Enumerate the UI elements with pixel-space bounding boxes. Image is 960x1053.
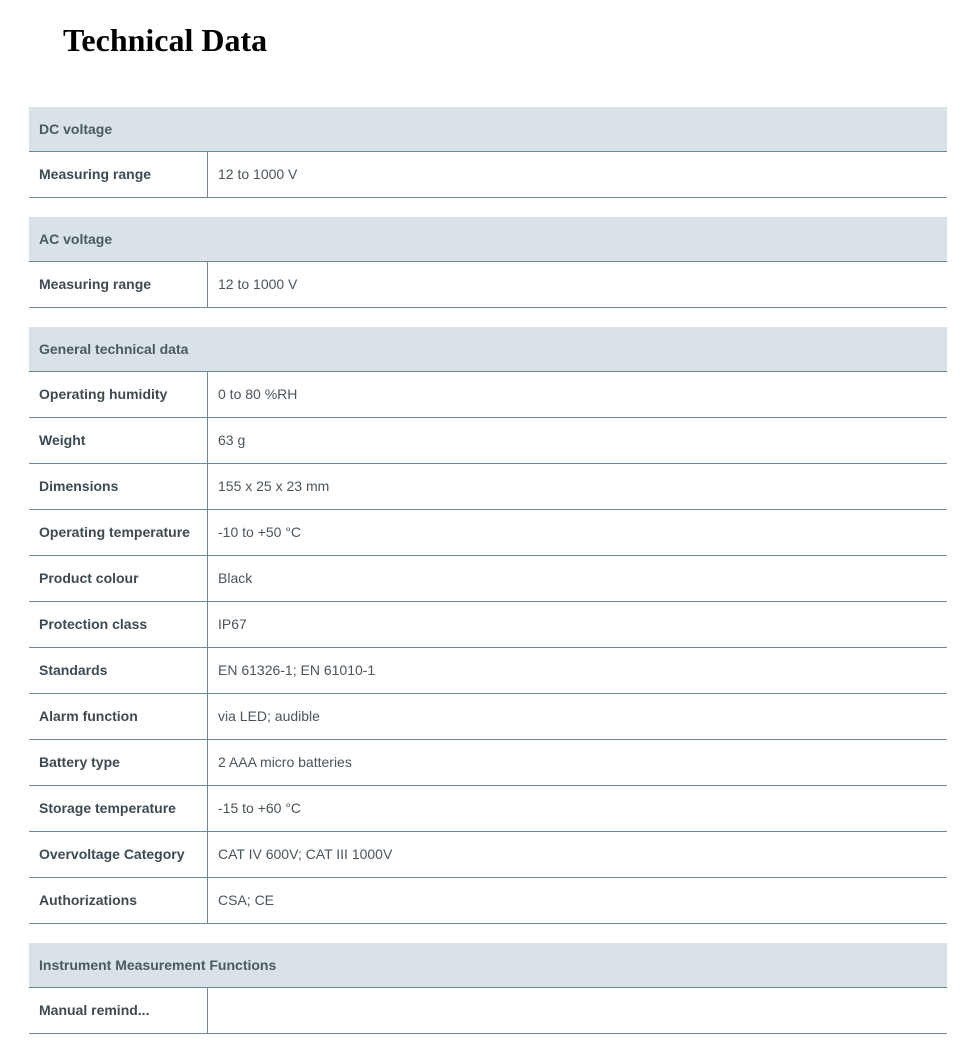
spec-section-general-technical-data [29,327,947,924]
spec-value: 63 g [218,432,246,448]
spec-row [29,648,947,694]
spec-section-dc-voltage [29,107,947,198]
spec-label: Operating temperature [29,510,208,555]
spec-value: -10 to +50 °C [218,524,302,540]
spec-label: Battery type [29,740,208,785]
spec-value: 12 to 1000 V [218,166,298,182]
spec-row [29,556,947,602]
spec-row [29,418,947,464]
section-header: Instrument Measurement Functions [29,943,947,988]
spec-value: 0 to 80 %RH [218,386,298,402]
spec-row [29,464,947,510]
section-header: AC voltage [29,217,947,262]
spec-value: -15 to +60 °C [218,800,302,816]
spec-value: via LED; audible [218,708,320,724]
spec-value: 155 x 25 x 23 mm [218,478,330,494]
page-title: Technical Data [63,22,268,58]
spec-value: CSA; CE [218,892,275,908]
spec-row [29,602,947,648]
spec-row [29,740,947,786]
spec-label: Product colour [29,556,208,601]
section-header: General technical data [29,327,947,372]
spec-row [29,878,947,924]
spec-label: Protection class [29,602,208,647]
spec-label: Operating humidity [29,372,208,417]
spec-label: Measuring range [29,152,208,197]
spec-label: Overvoltage Category [29,832,208,877]
spec-label: Standards [29,648,208,693]
spec-row [29,694,947,740]
spec-value [208,988,947,1033]
spec-row [29,832,947,878]
spec-label: Measuring range [29,262,208,307]
technical-data-table [29,107,947,1053]
spec-label: Alarm function [29,694,208,739]
spec-value: 12 to 1000 V [218,276,298,292]
spec-value: IP67 [218,616,247,632]
spec-section-instrument-measurement-functions [29,943,947,1034]
spec-row [29,988,947,1034]
spec-row [29,510,947,556]
spec-value: CAT IV 600V; CAT III 1000V [218,846,393,862]
spec-row [29,262,947,308]
spec-row [29,372,947,418]
spec-label: Manual remind... [29,988,208,1033]
spec-label: Weight [29,418,208,463]
spec-label: Dimensions [29,464,208,509]
spec-value: Black [218,570,253,586]
spec-label: Authorizations [29,878,208,923]
spec-label: Storage temperature [29,786,208,831]
spec-value: EN 61326-1; EN 61010-1 [218,662,376,678]
spec-row [29,152,947,198]
spec-row [29,786,947,832]
section-header: DC voltage [29,107,947,152]
spec-section-ac-voltage [29,217,947,308]
spec-value: 2 AAA micro batteries [218,754,352,770]
